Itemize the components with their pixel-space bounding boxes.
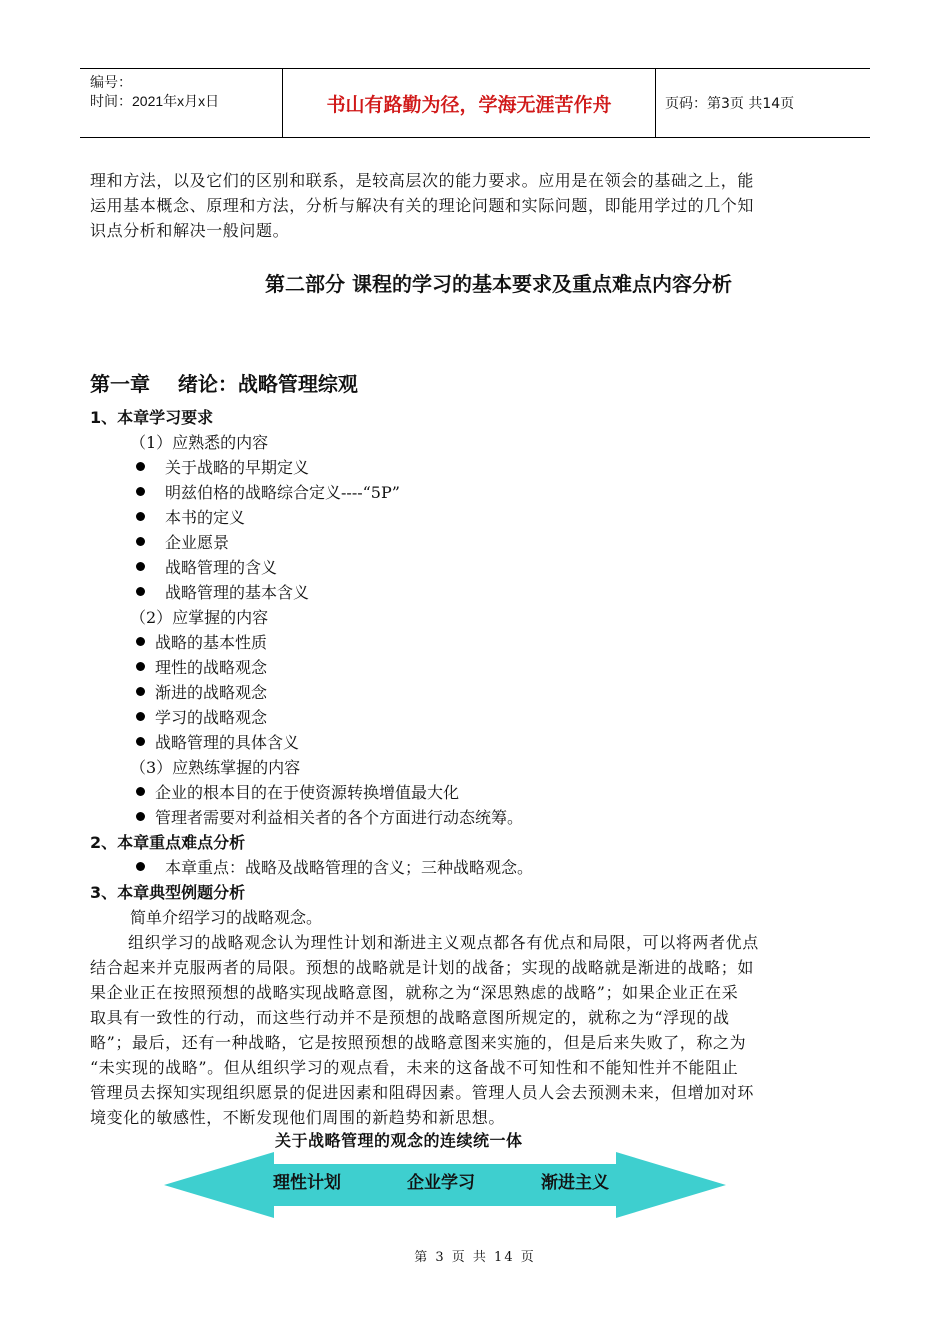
text-line: “未实现的战略”。但从组织学习的观点看，未来的这备战不可知性和不能知性并不能阻止 <box>90 1058 739 1077</box>
sub-heading-text: （2）应掌握的内容 <box>130 608 269 627</box>
text-line: 组织学习的战略观念认为理性计划和渐进主义观点都各有优点和局限，可以将两者优点 <box>128 933 759 952</box>
list-item: 企业愿景 <box>136 530 400 555</box>
list-item: 渐进的战略观念 <box>136 680 299 705</box>
part-title: 第二部分 课程的学习的基本要求及重点难点内容分析 <box>265 272 732 296</box>
bullet-icon <box>136 812 145 821</box>
header-number: 编号： <box>90 74 132 90</box>
continuum-label: 企业学习 <box>407 1173 475 1193</box>
bullet-icon <box>136 487 145 496</box>
list-item: 战略管理的含义 <box>136 555 400 580</box>
bullet-icon <box>136 462 145 471</box>
list-item: 理性的战略观念 <box>136 655 299 680</box>
text-line: 运用基本概念、原理和方法，分析与解决有关的理论问题和实际问题，即能用学过的几个知 <box>90 196 755 215</box>
text-line: 取具有一致性的行动，而这些行动并不是预想的战略意图所规定的，就称之为“浮现的战 <box>90 1008 730 1027</box>
text-line: 略”；最后，还有一种战略，它是按照预想的战略意图来实施的，但是后来失败了，称之为 <box>90 1033 747 1052</box>
header-time: 时间：2021年x月x日 <box>90 93 220 109</box>
list-item: 战略管理的基本含义 <box>136 580 400 605</box>
text-line: 管理员去探知实现组织愿景的促进因素和阻碍因素。管理人员人会去预测未来，但增加对环 <box>90 1083 755 1102</box>
page-footer: 第 3 页 共 14 页 <box>414 1250 536 1265</box>
continuum-label: 渐进主义 <box>541 1173 609 1193</box>
list-item: 本章重点：战略及战略管理的含义；三种战略观念。 <box>136 855 533 880</box>
bullet-icon <box>136 687 145 696</box>
sub-heading-1 <box>130 430 268 455</box>
header-motto: 书山有路勤为径，学海无涯苦作舟 <box>326 93 612 116</box>
section-heading: 2、本章重点难点分析 <box>90 833 246 852</box>
text-line: 境变化的敏感性，不断发现他们周围的新趋势和新思想。 <box>90 1108 506 1127</box>
text-line: 果企业正在按照预想的战略实现战略意图，就称之为“深思熟虑的战略”；如果企业正在采 <box>90 983 739 1002</box>
example-question: 简单介绍学习的战略观念。 <box>130 908 323 927</box>
bullet-icon <box>136 562 145 571</box>
text-line: 理和方法，以及它们的区别和联系，是较高层次的能力要求。应用是在领会的基础之上，能 <box>90 171 755 190</box>
sub-heading-3 <box>130 755 300 780</box>
list-item: 管理者需要对利益相关者的各个方面进行动态统筹。 <box>136 805 523 830</box>
list-proficient <box>136 780 523 830</box>
section-heading: 1、本章学习要求 <box>90 408 214 427</box>
continuum-label: 理性计划 <box>273 1173 341 1193</box>
header-page-number: 页码：第3页 共14页 <box>665 96 795 112</box>
list-item: 企业的根本目的在于使资源转换增值最大化 <box>136 780 523 805</box>
bullet-icon <box>136 662 145 671</box>
text-line: 结合起来并克服两者的局限。预想的战略就是计划的战备；实现的战略就是渐进的战略；如 <box>90 958 755 977</box>
header-divider <box>655 69 656 137</box>
bullet-icon <box>136 587 145 596</box>
text-line: 识点分析和解决一般问题。 <box>90 221 290 240</box>
bullet-icon <box>136 712 145 721</box>
list-familiar <box>136 455 400 605</box>
list-item: 关于战略的早期定义 <box>136 455 400 480</box>
key-points <box>136 855 533 880</box>
section-heading: 3、本章典型例题分析 <box>90 883 246 902</box>
bullet-icon <box>136 737 145 746</box>
list-item: 战略的基本性质 <box>136 630 299 655</box>
bullet-icon <box>136 787 145 796</box>
bullet-icon <box>136 862 145 871</box>
sub-heading-text: （1）应熟悉的内容 <box>130 433 269 452</box>
bullet-icon <box>136 512 145 521</box>
sub-heading-2 <box>130 605 268 630</box>
bullet-icon <box>136 537 145 546</box>
list-item: 战略管理的具体含义 <box>136 730 299 755</box>
sub-heading-text: （3）应熟练掌握的内容 <box>130 758 301 777</box>
page-header <box>80 68 870 138</box>
example-answer <box>90 930 870 1130</box>
list-item: 学习的战略观念 <box>136 705 299 730</box>
diagram-title: 关于战略管理的观念的连续统一体 <box>275 1131 523 1150</box>
list-item: 本书的定义 <box>136 505 400 530</box>
chapter-title: 第一章 绪论：战略管理综观 <box>90 372 358 396</box>
bullet-icon <box>136 637 145 646</box>
list-item: 明兹伯格的战略综合定义----“5P” <box>136 480 400 505</box>
header-meta <box>90 73 219 111</box>
list-master <box>136 630 299 755</box>
intro-paragraph <box>90 168 870 243</box>
